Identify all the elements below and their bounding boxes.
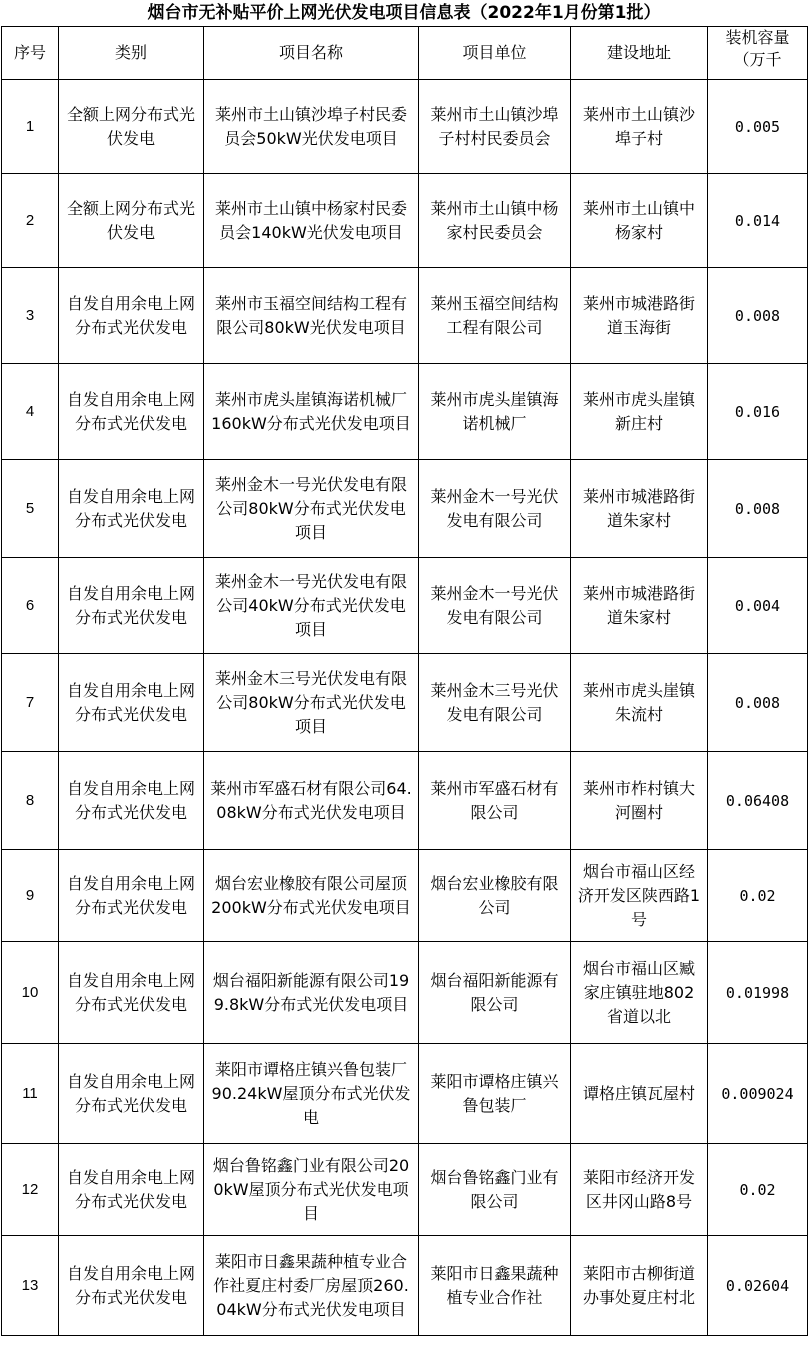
project-name-cell: 莱阳市谭格庄镇兴鲁包装厂90.24kW屋顶分布式光伏发电 (204, 1044, 419, 1144)
project-unit-cell: 莱州市土山镇中杨家村民委员会 (419, 174, 571, 268)
seq-cell: 9 (2, 850, 59, 942)
table-row (2, 1044, 808, 1144)
header-unit: 项目单位 (419, 27, 571, 80)
project-unit-cell: 莱阳市谭格庄镇兴鲁包装厂 (419, 1044, 571, 1144)
seq-cell: 6 (2, 558, 59, 654)
project-name-cell: 烟台鲁铭鑫门业有限公司200kW屋顶分布式光伏发电项目 (204, 1144, 419, 1236)
address-cell: 莱州市城港路街道朱家村 (571, 558, 708, 654)
seq-cell: 13 (2, 1236, 59, 1336)
project-name-cell: 莱州市虎头崖镇海诺机械厂160kW分布式光伏发电项目 (204, 364, 419, 460)
project-name-cell: 莱阳市日鑫果蔬种植专业合作社夏庄村委厂房屋顶260.04kW分布式光伏发电项目 (204, 1236, 419, 1336)
project-name-cell: 莱州市土山镇沙埠子村民委员会50kW光伏发电项目 (204, 80, 419, 174)
project-unit-cell: 莱州市土山镇沙埠子村村民委员会 (419, 80, 571, 174)
project-name-cell: 烟台宏业橡胶有限公司屋顶200kW分布式光伏发电项目 (204, 850, 419, 942)
table-row (2, 1144, 808, 1236)
address-cell: 谭格庄镇瓦屋村 (571, 1044, 708, 1144)
seq-cell: 3 (2, 268, 59, 364)
project-unit-cell: 烟台鲁铭鑫门业有限公司 (419, 1144, 571, 1236)
category-cell: 自发自用余电上网分布式光伏发电 (59, 1236, 204, 1336)
seq-cell: 10 (2, 942, 59, 1044)
address-cell: 莱州市土山镇中杨家村 (571, 174, 708, 268)
project-unit-cell: 莱州玉福空间结构工程有限公司 (419, 268, 571, 364)
capacity-cell: 0.008 (708, 268, 808, 364)
category-cell: 全额上网分布式光伏发电 (59, 80, 204, 174)
category-cell: 自发自用余电上网分布式光伏发电 (59, 558, 204, 654)
address-cell: 烟台市福山区经济开发区陕西路1号 (571, 850, 708, 942)
header-seq: 序号 (2, 27, 59, 80)
capacity-cell: 0.02604 (708, 1236, 808, 1336)
capacity-cell: 0.02 (708, 850, 808, 942)
address-cell: 莱州市虎头崖镇朱流村 (571, 654, 708, 752)
capacity-cell: 0.02 (708, 1144, 808, 1236)
category-cell: 自发自用余电上网分布式光伏发电 (59, 1144, 204, 1236)
table-row (2, 174, 808, 268)
seq-cell: 12 (2, 1144, 59, 1236)
capacity-cell: 0.008 (708, 654, 808, 752)
project-unit-cell: 莱州金木一号光伏发电有限公司 (419, 460, 571, 558)
category-cell: 全额上网分布式光伏发电 (59, 174, 204, 268)
project-name-cell: 烟台福阳新能源有限公司199.8kW分布式光伏发电项目 (204, 942, 419, 1044)
seq-cell: 11 (2, 1044, 59, 1144)
seq-cell: 4 (2, 364, 59, 460)
seq-cell: 7 (2, 654, 59, 752)
table-row (2, 1236, 808, 1336)
seq-cell: 2 (2, 174, 59, 268)
capacity-cell: 0.014 (708, 174, 808, 268)
seq-cell: 1 (2, 80, 59, 174)
project-name-cell: 莱州市军盛石材有限公司64.08kW分布式光伏发电项目 (204, 752, 419, 850)
table-header-row (2, 27, 808, 80)
project-unit-cell: 莱州金木一号光伏发电有限公司 (419, 558, 571, 654)
address-cell: 莱州市柞村镇大河圈村 (571, 752, 708, 850)
category-cell: 自发自用余电上网分布式光伏发电 (59, 460, 204, 558)
header-address: 建设地址 (571, 27, 708, 80)
table-row (2, 850, 808, 942)
project-name-cell: 莱州市土山镇中杨家村民委员会140kW光伏发电项目 (204, 174, 419, 268)
project-unit-cell: 烟台宏业橡胶有限公司 (419, 850, 571, 942)
capacity-cell: 0.004 (708, 558, 808, 654)
project-unit-cell: 莱州金木三号光伏发电有限公司 (419, 654, 571, 752)
capacity-cell: 0.005 (708, 80, 808, 174)
page-title: 烟台市无补贴平价上网光伏发电项目信息表（2022年1月份第1批） (147, 3, 661, 23)
seq-cell: 5 (2, 460, 59, 558)
address-cell: 莱州市城港路街道玉海街 (571, 268, 708, 364)
table-row (2, 558, 808, 654)
capacity-cell: 0.06408 (708, 752, 808, 850)
capacity-cell: 0.008 (708, 460, 808, 558)
table-row (2, 654, 808, 752)
address-cell: 莱阳市古柳街道办事处夏庄村北 (571, 1236, 708, 1336)
capacity-cell: 0.009024 (708, 1044, 808, 1144)
address-cell: 莱州市城港路街道朱家村 (571, 460, 708, 558)
address-cell: 莱阳市经济开发区井冈山路8号 (571, 1144, 708, 1236)
project-table (1, 26, 808, 1336)
table-row (2, 80, 808, 174)
project-name-cell: 莱州金木一号光伏发电有限公司40kW分布式光伏发电项目 (204, 558, 419, 654)
seq-cell: 8 (2, 752, 59, 850)
category-cell: 自发自用余电上网分布式光伏发电 (59, 364, 204, 460)
project-name-cell: 莱州市玉福空间结构工程有限公司80kW光伏发电项目 (204, 268, 419, 364)
address-cell: 莱州市虎头崖镇新庄村 (571, 364, 708, 460)
project-unit-cell: 烟台福阳新能源有限公司 (419, 942, 571, 1044)
capacity-cell: 0.016 (708, 364, 808, 460)
header-capacity: 装机容量（万千 (708, 27, 808, 80)
header-category: 类别 (59, 27, 204, 80)
project-name-cell: 莱州金木一号光伏发电有限公司80kW分布式光伏发电项目 (204, 460, 419, 558)
header-name: 项目名称 (204, 27, 419, 80)
category-cell: 自发自用余电上网分布式光伏发电 (59, 1044, 204, 1144)
address-cell: 烟台市福山区臧家庄镇驻地802省道以北 (571, 942, 708, 1044)
category-cell: 自发自用余电上网分布式光伏发电 (59, 752, 204, 850)
category-cell: 自发自用余电上网分布式光伏发电 (59, 850, 204, 942)
project-unit-cell: 莱州市军盛石材有限公司 (419, 752, 571, 850)
project-unit-cell: 莱阳市日鑫果蔬种植专业合作社 (419, 1236, 571, 1336)
project-name-cell: 莱州金木三号光伏发电有限公司80kW分布式光伏发电项目 (204, 654, 419, 752)
address-cell: 莱州市土山镇沙埠子村 (571, 80, 708, 174)
table-row (2, 460, 808, 558)
category-cell: 自发自用余电上网分布式光伏发电 (59, 654, 204, 752)
table-row (2, 942, 808, 1044)
category-cell: 自发自用余电上网分布式光伏发电 (59, 942, 204, 1044)
capacity-cell: 0.01998 (708, 942, 808, 1044)
table-row (2, 268, 808, 364)
table-row (2, 752, 808, 850)
table-row (2, 364, 808, 460)
project-unit-cell: 莱州市虎头崖镇海诺机械厂 (419, 364, 571, 460)
category-cell: 自发自用余电上网分布式光伏发电 (59, 268, 204, 364)
